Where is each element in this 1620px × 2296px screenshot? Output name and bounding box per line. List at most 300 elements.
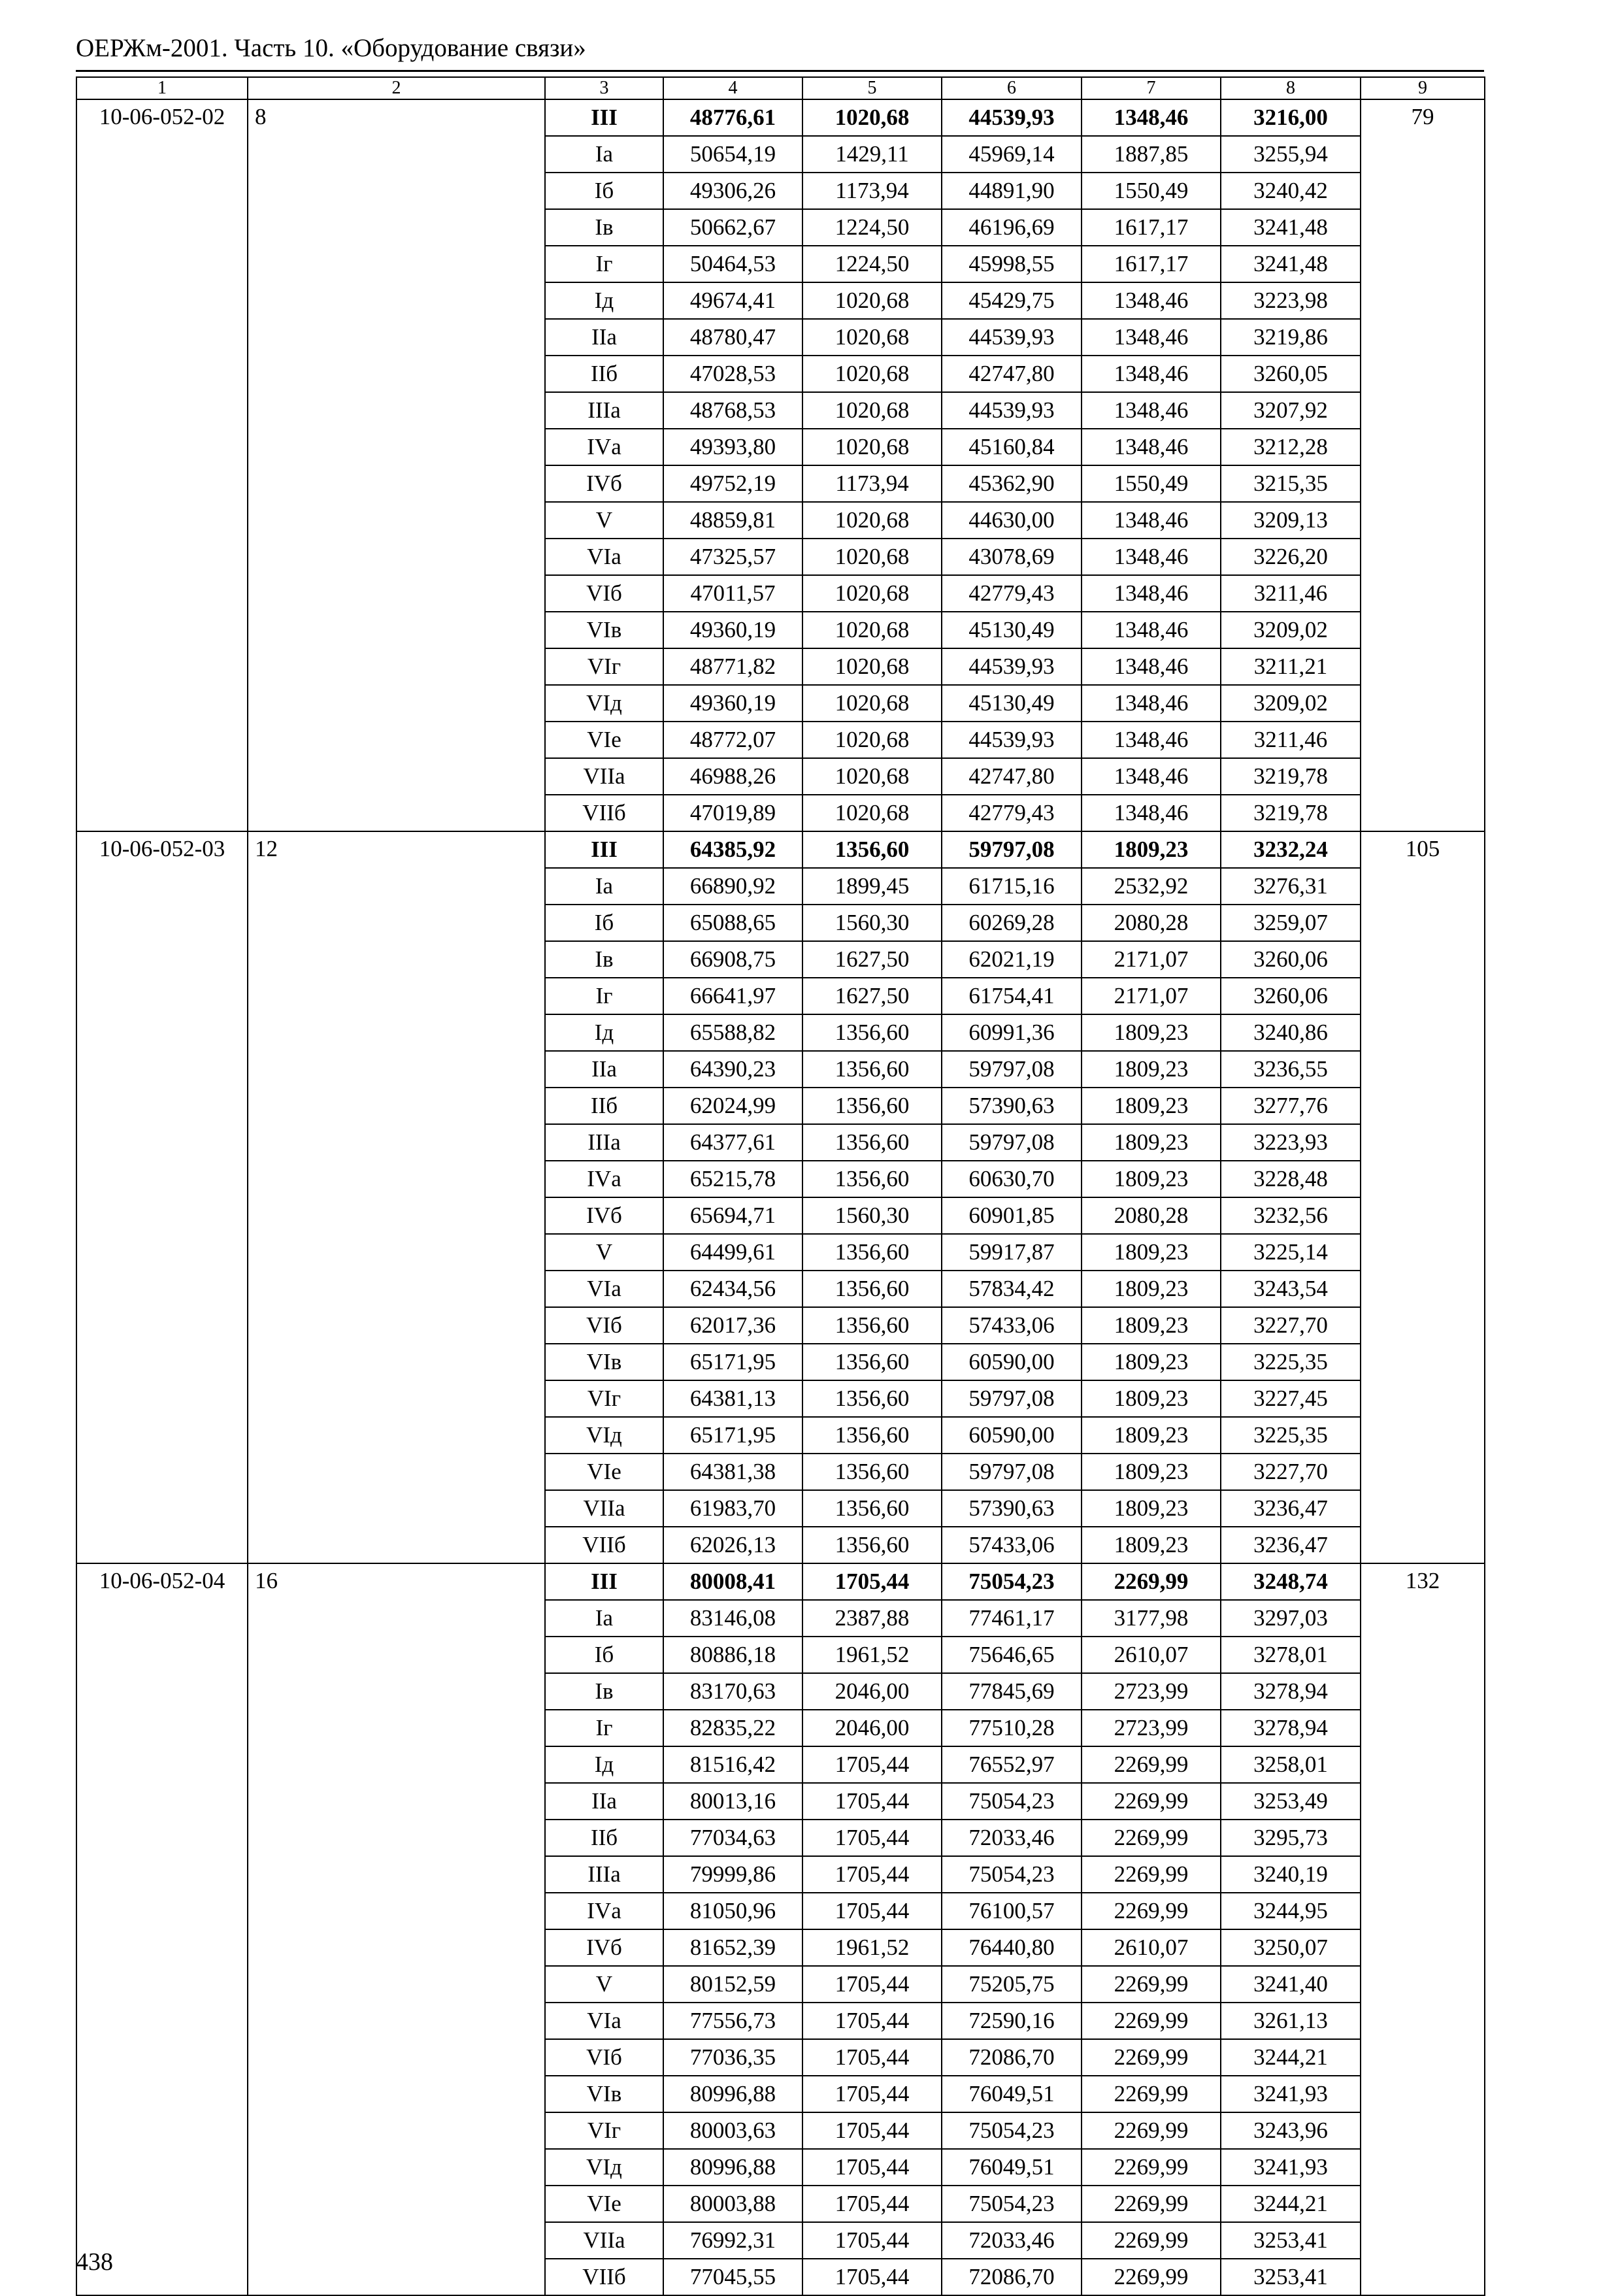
value-cell-col6: 76100,57 [942,1893,1082,1929]
value-cell-col5: 1356,60 [802,1344,942,1380]
value-cell-col7: 1809,23 [1082,1454,1221,1490]
zone-cell: IVб [545,1197,663,1234]
value-cell-col5: 1020,68 [802,319,942,356]
zone-cell: V [545,1966,663,2003]
value-cell-col7: 1617,17 [1082,209,1221,246]
value-cell-col7: 1809,23 [1082,1271,1221,1307]
value-cell-col8: 3226,20 [1221,539,1361,575]
value-cell-col8: 3248,74 [1221,1563,1361,1600]
zone-cell: IIIа [545,1124,663,1161]
value-cell-col6: 62021,19 [942,941,1082,978]
value-cell-col6: 45130,49 [942,612,1082,648]
zone-cell: IIа [545,319,663,356]
zone-cell: V [545,502,663,539]
value-cell-col8: 3240,19 [1221,1856,1361,1893]
value-cell-col5: 1899,45 [802,868,942,905]
value-cell-col8: 3227,70 [1221,1307,1361,1344]
value-cell-col6: 59917,87 [942,1234,1082,1271]
value-cell-col5: 1705,44 [802,1856,942,1893]
value-cell-col7: 1348,46 [1082,575,1221,612]
value-cell-col5: 1705,44 [802,2076,942,2112]
zone-cell: IVа [545,429,663,465]
value-cell-col4: 80003,63 [663,2112,802,2149]
value-cell-col7: 1809,23 [1082,1124,1221,1161]
value-cell-col6: 60590,00 [942,1417,1082,1454]
zone-cell: VIа [545,539,663,575]
zone-cell: VIб [545,2039,663,2076]
value-cell-col8: 3219,86 [1221,319,1361,356]
value-cell-col7: 3177,98 [1082,1600,1221,1637]
value-cell-col4: 83146,08 [663,1600,802,1637]
value-cell-col4: 64385,92 [663,831,802,868]
rate-code-cell: 10-06-052-03 [76,831,248,1563]
value-cell-col8: 3225,14 [1221,1234,1361,1271]
value-cell-col5: 1020,68 [802,612,942,648]
value-cell-col6: 72086,70 [942,2259,1082,2295]
value-cell-col5: 1356,60 [802,1307,942,1344]
value-cell-col7: 2532,92 [1082,868,1221,905]
value-cell-col7: 2269,99 [1082,2003,1221,2039]
value-cell-col4: 62434,56 [663,1271,802,1307]
value-cell-col8: 3241,93 [1221,2076,1361,2112]
value-cell-col4: 79999,86 [663,1856,802,1893]
zone-cell: IVа [545,1161,663,1197]
value-cell-col5: 1020,68 [802,795,942,831]
value-cell-col6: 45429,75 [942,282,1082,319]
value-cell-col5: 1705,44 [802,1746,942,1783]
zone-cell: Iа [545,136,663,173]
value-cell-col5: 1705,44 [802,1563,942,1600]
value-cell-col7: 2269,99 [1082,2112,1221,2149]
value-cell-col4: 65215,78 [663,1161,802,1197]
value-cell-col4: 77034,63 [663,1820,802,1856]
value-cell-col8: 3278,94 [1221,1673,1361,1710]
value-cell-col5: 1356,60 [802,1417,942,1454]
value-cell-col7: 1809,23 [1082,1161,1221,1197]
value-cell-col5: 1356,60 [802,1234,942,1271]
zone-cell: IIIа [545,1856,663,1893]
zone-cell: VIг [545,2112,663,2149]
parameter-cell: 8 [248,99,545,831]
value-cell-col5: 1356,60 [802,831,942,868]
value-cell-col4: 77036,35 [663,2039,802,2076]
zone-cell: VIIа [545,758,663,795]
zone-cell: Iв [545,209,663,246]
value-cell-col6: 57390,63 [942,1088,1082,1124]
value-cell-col6: 57390,63 [942,1490,1082,1527]
value-cell-col8: 3278,01 [1221,1637,1361,1673]
value-cell-col4: 47011,57 [663,575,802,612]
value-cell-col5: 1627,50 [802,978,942,1014]
value-cell-col6: 57433,06 [942,1307,1082,1344]
value-cell-col7: 1809,23 [1082,1417,1221,1454]
value-cell-col7: 1550,49 [1082,465,1221,502]
value-cell-col7: 2171,07 [1082,941,1221,978]
value-cell-col7: 2269,99 [1082,1966,1221,2003]
page-number: 438 [76,2248,113,2276]
value-cell-col4: 76992,31 [663,2222,802,2259]
zone-cell: IIб [545,1820,663,1856]
value-cell-col7: 1348,46 [1082,685,1221,722]
value-cell-col8: 3209,02 [1221,612,1361,648]
value-cell-col4: 65088,65 [663,905,802,941]
value-cell-col5: 1020,68 [802,648,942,685]
zone-cell: III [545,1563,663,1600]
value-cell-col4: 49674,41 [663,282,802,319]
value-cell-col5: 1173,94 [802,173,942,209]
value-cell-col8: 3244,95 [1221,1893,1361,1929]
value-cell-col5: 1961,52 [802,1637,942,1673]
value-cell-col6: 59797,08 [942,1380,1082,1417]
table-row [76,99,1485,136]
value-cell-col8: 3227,45 [1221,1380,1361,1417]
zone-cell: VIд [545,1417,663,1454]
value-cell-col7: 2269,99 [1082,2259,1221,2295]
value-cell-col8: 3295,73 [1221,1820,1361,1856]
value-cell-col6: 75054,23 [942,1783,1082,1820]
value-cell-col4: 66641,97 [663,978,802,1014]
value-cell-col6: 77461,17 [942,1600,1082,1637]
value-cell-col8: 3297,03 [1221,1600,1361,1637]
value-cell-col6: 76552,97 [942,1746,1082,1783]
value-cell-col7: 1348,46 [1082,722,1221,758]
zone-cell: Iд [545,1014,663,1051]
value-cell-col7: 1809,23 [1082,1234,1221,1271]
value-cell-col7: 2269,99 [1082,1820,1221,1856]
column-number-row [76,77,1485,99]
value-cell-col5: 1705,44 [802,2112,942,2149]
column-number: 4 [663,77,802,99]
value-cell-col7: 2171,07 [1082,978,1221,1014]
value-cell-col6: 44891,90 [942,173,1082,209]
value-cell-col6: 44539,93 [942,99,1082,136]
zone-cell: VIIб [545,1527,663,1563]
value-cell-col4: 47028,53 [663,356,802,392]
value-cell-col4: 82835,22 [663,1710,802,1746]
value-cell-col8: 3215,35 [1221,465,1361,502]
value-cell-col8: 3250,07 [1221,1929,1361,1966]
zone-cell: VIIа [545,2222,663,2259]
zone-cell: VIв [545,2076,663,2112]
value-cell-col7: 1348,46 [1082,795,1221,831]
value-cell-col4: 50654,19 [663,136,802,173]
value-cell-col7: 1348,46 [1082,612,1221,648]
value-cell-col8: 3225,35 [1221,1344,1361,1380]
value-cell-col8: 3240,42 [1221,173,1361,209]
value-cell-col5: 1560,30 [802,905,942,941]
zone-cell: V [545,1234,663,1271]
value-cell-col4: 48768,53 [663,392,802,429]
value-cell-col6: 45130,49 [942,685,1082,722]
value-cell-col8: 3253,41 [1221,2222,1361,2259]
zone-cell: VIIа [545,1490,663,1527]
value-cell-col6: 77510,28 [942,1710,1082,1746]
value-cell-col5: 1020,68 [802,392,942,429]
value-cell-col4: 80003,88 [663,2186,802,2222]
value-cell-col6: 43078,69 [942,539,1082,575]
column-number: 6 [942,77,1082,99]
value-cell-col7: 1809,23 [1082,1051,1221,1088]
value-cell-col4: 81652,39 [663,1929,802,1966]
value-cell-col4: 64381,38 [663,1454,802,1490]
value-cell-col6: 61715,16 [942,868,1082,905]
value-cell-col5: 1020,68 [802,685,942,722]
value-cell-col7: 1809,23 [1082,1380,1221,1417]
value-cell-col7: 1348,46 [1082,99,1221,136]
value-cell-col5: 2046,00 [802,1673,942,1710]
zone-cell: Iд [545,1746,663,1783]
value-cell-col7: 1348,46 [1082,648,1221,685]
value-cell-col5: 1705,44 [802,1893,942,1929]
value-cell-col6: 59797,08 [942,831,1082,868]
value-cell-col8: 3253,41 [1221,2259,1361,2295]
value-cell-col6: 60269,28 [942,905,1082,941]
rate-code-cell: 10-06-052-04 [76,1563,248,2295]
value-cell-col7: 1348,46 [1082,392,1221,429]
zone-cell: Iб [545,173,663,209]
value-cell-col4: 66890,92 [663,868,802,905]
zone-cell: Iа [545,1600,663,1637]
column-9-cell: 105 [1361,831,1485,1563]
value-cell-col6: 75054,23 [942,1563,1082,1600]
value-cell-col7: 2269,99 [1082,1746,1221,1783]
zone-cell: IIа [545,1783,663,1820]
zone-cell: Iд [545,282,663,319]
value-cell-col5: 1356,60 [802,1490,942,1527]
column-number: 7 [1082,77,1221,99]
value-cell-col4: 64390,23 [663,1051,802,1088]
value-cell-col5: 1705,44 [802,1783,942,1820]
value-cell-col7: 2610,07 [1082,1929,1221,1966]
value-cell-col7: 1348,46 [1082,502,1221,539]
value-cell-col8: 3209,13 [1221,502,1361,539]
value-cell-col6: 76440,80 [942,1929,1082,1966]
value-cell-col8: 3260,05 [1221,356,1361,392]
value-cell-col4: 49360,19 [663,685,802,722]
value-cell-col5: 1173,94 [802,465,942,502]
value-cell-col5: 1356,60 [802,1051,942,1088]
value-cell-col4: 62026,13 [663,1527,802,1563]
zone-cell: VIа [545,2003,663,2039]
zone-cell: VIг [545,1380,663,1417]
value-cell-col6: 45998,55 [942,246,1082,282]
value-cell-col7: 1617,17 [1082,246,1221,282]
value-cell-col8: 3241,40 [1221,1966,1361,2003]
value-cell-col7: 2723,99 [1082,1673,1221,1710]
value-cell-col4: 47325,57 [663,539,802,575]
column-number: 5 [802,77,942,99]
value-cell-col8: 3228,48 [1221,1161,1361,1197]
value-cell-col7: 2269,99 [1082,2149,1221,2186]
value-cell-col5: 1020,68 [802,282,942,319]
value-cell-col6: 42747,80 [942,356,1082,392]
value-cell-col5: 1020,68 [802,356,942,392]
value-cell-col7: 2080,28 [1082,1197,1221,1234]
zone-cell: III [545,831,663,868]
value-cell-col6: 60590,00 [942,1344,1082,1380]
value-cell-col8: 3207,92 [1221,392,1361,429]
value-cell-col7: 1348,46 [1082,429,1221,465]
value-cell-col5: 1705,44 [802,2003,942,2039]
value-cell-col6: 61754,41 [942,978,1082,1014]
value-cell-col8: 3232,24 [1221,831,1361,868]
value-cell-col5: 1356,60 [802,1271,942,1307]
value-cell-col5: 1356,60 [802,1527,942,1563]
value-cell-col4: 62024,99 [663,1088,802,1124]
value-cell-col6: 59797,08 [942,1454,1082,1490]
value-cell-col6: 76049,51 [942,2149,1082,2186]
value-cell-col6: 75054,23 [942,1856,1082,1893]
value-cell-col6: 45969,14 [942,136,1082,173]
zone-cell: IIIа [545,392,663,429]
value-cell-col6: 75646,65 [942,1637,1082,1673]
value-cell-col5: 1020,68 [802,429,942,465]
value-cell-col8: 3211,46 [1221,722,1361,758]
value-cell-col4: 48776,61 [663,99,802,136]
value-cell-col5: 1560,30 [802,1197,942,1234]
zone-cell: Iб [545,905,663,941]
value-cell-col7: 1887,85 [1082,136,1221,173]
value-cell-col4: 77045,55 [663,2259,802,2295]
value-cell-col7: 1809,23 [1082,831,1221,868]
value-cell-col7: 1348,46 [1082,356,1221,392]
value-cell-col6: 44539,93 [942,722,1082,758]
page-header-title: ОЕРЖм-2001. Часть 10. «Оборудование связи» [76,34,586,62]
value-cell-col6: 42779,43 [942,795,1082,831]
value-cell-col8: 3211,21 [1221,648,1361,685]
value-cell-col6: 72086,70 [942,2039,1082,2076]
value-cell-col7: 2269,99 [1082,2186,1221,2222]
zone-cell: IVб [545,1929,663,1966]
value-cell-col6: 76049,51 [942,2076,1082,2112]
value-cell-col7: 2269,99 [1082,1563,1221,1600]
value-cell-col5: 1705,44 [802,1820,942,1856]
value-cell-col6: 72033,46 [942,2222,1082,2259]
value-cell-col6: 57834,42 [942,1271,1082,1307]
value-cell-col5: 1705,44 [802,2149,942,2186]
value-cell-col8: 3232,56 [1221,1197,1361,1234]
value-cell-col7: 2080,28 [1082,905,1221,941]
zone-cell: Iа [545,868,663,905]
value-cell-col8: 3259,07 [1221,905,1361,941]
value-cell-col8: 3261,13 [1221,2003,1361,2039]
table-body [76,77,1485,2295]
value-cell-col8: 3236,47 [1221,1527,1361,1563]
value-cell-col7: 1809,23 [1082,1014,1221,1051]
value-cell-col6: 59797,08 [942,1051,1082,1088]
value-cell-col5: 1705,44 [802,1966,942,2003]
zone-cell: VIе [545,722,663,758]
value-cell-col5: 1224,50 [802,209,942,246]
value-cell-col4: 47019,89 [663,795,802,831]
zone-cell: VIе [545,2186,663,2222]
value-cell-col4: 49752,19 [663,465,802,502]
zone-cell: Iв [545,1673,663,1710]
value-cell-col8: 3219,78 [1221,758,1361,795]
column-number: 8 [1221,77,1361,99]
value-cell-col4: 81516,42 [663,1746,802,1783]
value-cell-col5: 1020,68 [802,99,942,136]
value-cell-col4: 49393,80 [663,429,802,465]
value-cell-col6: 60991,36 [942,1014,1082,1051]
value-cell-col5: 1356,60 [802,1380,942,1417]
value-cell-col4: 64381,13 [663,1380,802,1417]
value-cell-col8: 3219,78 [1221,795,1361,831]
value-cell-col6: 72033,46 [942,1820,1082,1856]
table-row [76,1563,1485,1600]
zone-cell: VIд [545,2149,663,2186]
value-cell-col4: 49360,19 [663,612,802,648]
value-cell-col4: 65171,95 [663,1417,802,1454]
value-cell-col6: 45160,84 [942,429,1082,465]
parameter-cell: 16 [248,1563,545,2295]
value-cell-col6: 59797,08 [942,1124,1082,1161]
value-cell-col8: 3253,49 [1221,1783,1361,1820]
zone-cell: Iв [545,941,663,978]
value-cell-col8: 3225,35 [1221,1417,1361,1454]
value-cell-col8: 3241,48 [1221,246,1361,282]
value-cell-col4: 62017,36 [663,1307,802,1344]
value-cell-col7: 1348,46 [1082,319,1221,356]
value-cell-col5: 1356,60 [802,1454,942,1490]
value-cell-col5: 1020,68 [802,722,942,758]
value-cell-col6: 75054,23 [942,2186,1082,2222]
value-cell-col7: 1809,23 [1082,1490,1221,1527]
value-cell-col4: 64377,61 [663,1124,802,1161]
value-cell-col4: 50662,67 [663,209,802,246]
value-cell-col7: 1348,46 [1082,758,1221,795]
zone-cell: VIд [545,685,663,722]
value-cell-col5: 1020,68 [802,502,942,539]
value-cell-col5: 1429,11 [802,136,942,173]
value-cell-col6: 57433,06 [942,1527,1082,1563]
column-9-cell: 132 [1361,1563,1485,2295]
value-cell-col8: 3236,47 [1221,1490,1361,1527]
value-cell-col6: 60901,85 [942,1197,1082,1234]
value-cell-col8: 3211,46 [1221,575,1361,612]
value-cell-col4: 48780,47 [663,319,802,356]
value-cell-col5: 1961,52 [802,1929,942,1966]
zone-cell: VIб [545,1307,663,1344]
value-cell-col6: 42779,43 [942,575,1082,612]
column-9-cell: 79 [1361,99,1485,831]
value-cell-col4: 50464,53 [663,246,802,282]
value-cell-col6: 46196,69 [942,209,1082,246]
value-cell-col7: 2269,99 [1082,2222,1221,2259]
value-cell-col4: 64499,61 [663,1234,802,1271]
zone-cell: VIа [545,1271,663,1307]
value-cell-col7: 2269,99 [1082,1856,1221,1893]
value-cell-col8: 3216,00 [1221,99,1361,136]
value-cell-col6: 45362,90 [942,465,1082,502]
zone-cell: VIг [545,648,663,685]
value-cell-col6: 75054,23 [942,2112,1082,2149]
value-cell-col5: 1356,60 [802,1014,942,1051]
value-cell-col7: 2610,07 [1082,1637,1221,1673]
value-cell-col4: 80013,16 [663,1783,802,1820]
value-cell-col8: 3227,70 [1221,1454,1361,1490]
value-cell-col5: 1356,60 [802,1088,942,1124]
table-row [76,831,1485,868]
zone-cell: IIа [545,1051,663,1088]
value-cell-col4: 80996,88 [663,2076,802,2112]
value-cell-col7: 1348,46 [1082,282,1221,319]
value-cell-col7: 2269,99 [1082,1893,1221,1929]
value-cell-col5: 1356,60 [802,1124,942,1161]
value-cell-col4: 49306,26 [663,173,802,209]
value-cell-col8: 3255,94 [1221,136,1361,173]
value-cell-col6: 75205,75 [942,1966,1082,2003]
